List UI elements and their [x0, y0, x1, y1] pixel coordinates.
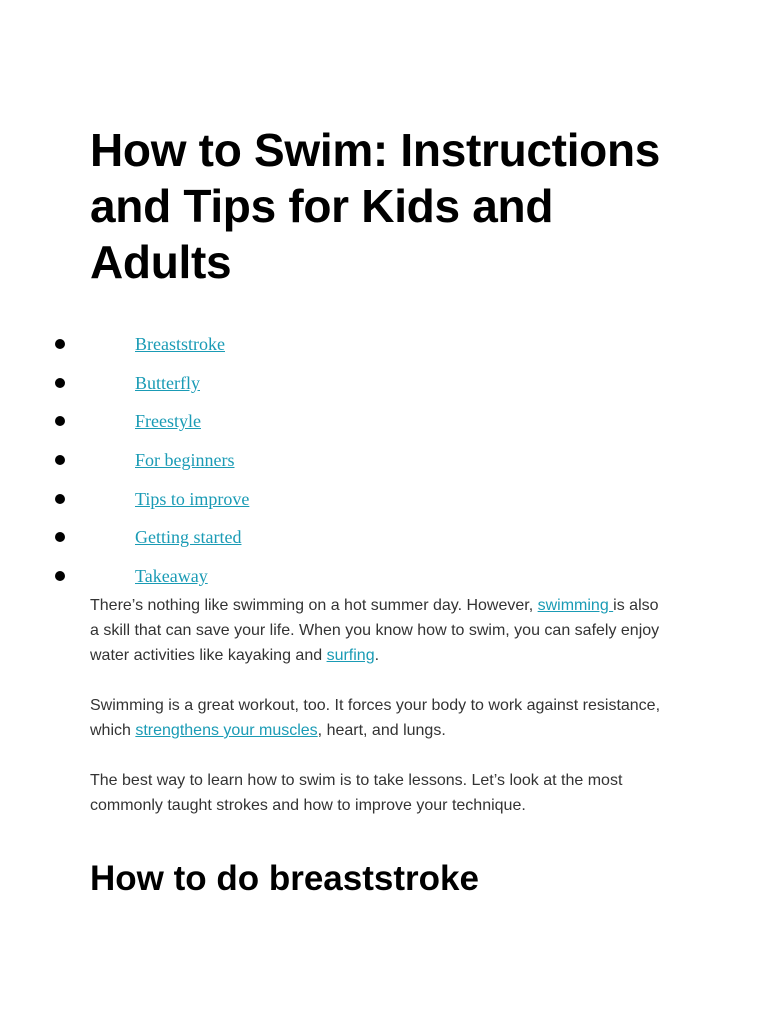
paragraph-text: , heart, and lungs. [317, 722, 446, 739]
toc-link-tips-to-improve[interactable]: Tips to improve [135, 488, 250, 509]
toc-link-freestyle[interactable]: Freestyle [135, 411, 201, 432]
intro-paragraph [90, 593, 670, 668]
surfing-link[interactable]: surfing [326, 647, 375, 664]
toc-link-takeaway[interactable]: Takeaway [135, 566, 208, 587]
bullet-icon [55, 378, 65, 388]
paragraph-text: Swimming is a great workout, too. It forces your body to work against resistance, which [90, 697, 661, 739]
toc-link-butterfly[interactable]: Butterfly [135, 372, 200, 393]
bullet-icon [55, 416, 65, 426]
paragraph-text: . [374, 647, 380, 664]
article-title: How to Swim: Instructions and Tips for Kids and Adults [90, 124, 661, 288]
toc-item-getting-started [0, 525, 400, 564]
workout-paragraph [90, 693, 670, 743]
swimming-link[interactable]: swimming [537, 597, 614, 614]
strengthens-muscles-link[interactable]: strengthens your muscles [135, 722, 318, 739]
toc-link-for-beginners[interactable]: For beginners [135, 450, 235, 471]
toc-item-tips-to-improve [0, 487, 400, 526]
table-of-contents [0, 332, 400, 603]
paragraph-text: The best way to learn how to swim is to take lessons. Let’s look at the most commonly taught strokes and how to improve your technique. [90, 772, 623, 814]
lessons-paragraph [90, 768, 670, 818]
bullet-icon [55, 532, 65, 542]
section-heading-breaststroke: How to do breaststroke [90, 859, 479, 898]
toc-item-for-beginners [0, 448, 400, 487]
paragraph-text: There’s nothing like swimming on a hot summer day. However, [90, 597, 538, 614]
bullet-icon [55, 455, 65, 465]
toc-link-breaststroke[interactable]: Breaststroke [135, 334, 225, 354]
toc-item-butterfly [0, 371, 400, 410]
bullet-icon [55, 494, 65, 504]
toc-item-freestyle [0, 409, 400, 448]
bullet-icon [55, 339, 65, 349]
bullet-icon [55, 571, 65, 581]
paragraph-text: is also a skill that can save your life. When you know how to swim, you can safely enjoy water activities like kayaking and [90, 597, 660, 664]
toc-link-getting-started[interactable]: Getting started [135, 527, 242, 548]
toc-item-breaststroke [0, 332, 400, 371]
